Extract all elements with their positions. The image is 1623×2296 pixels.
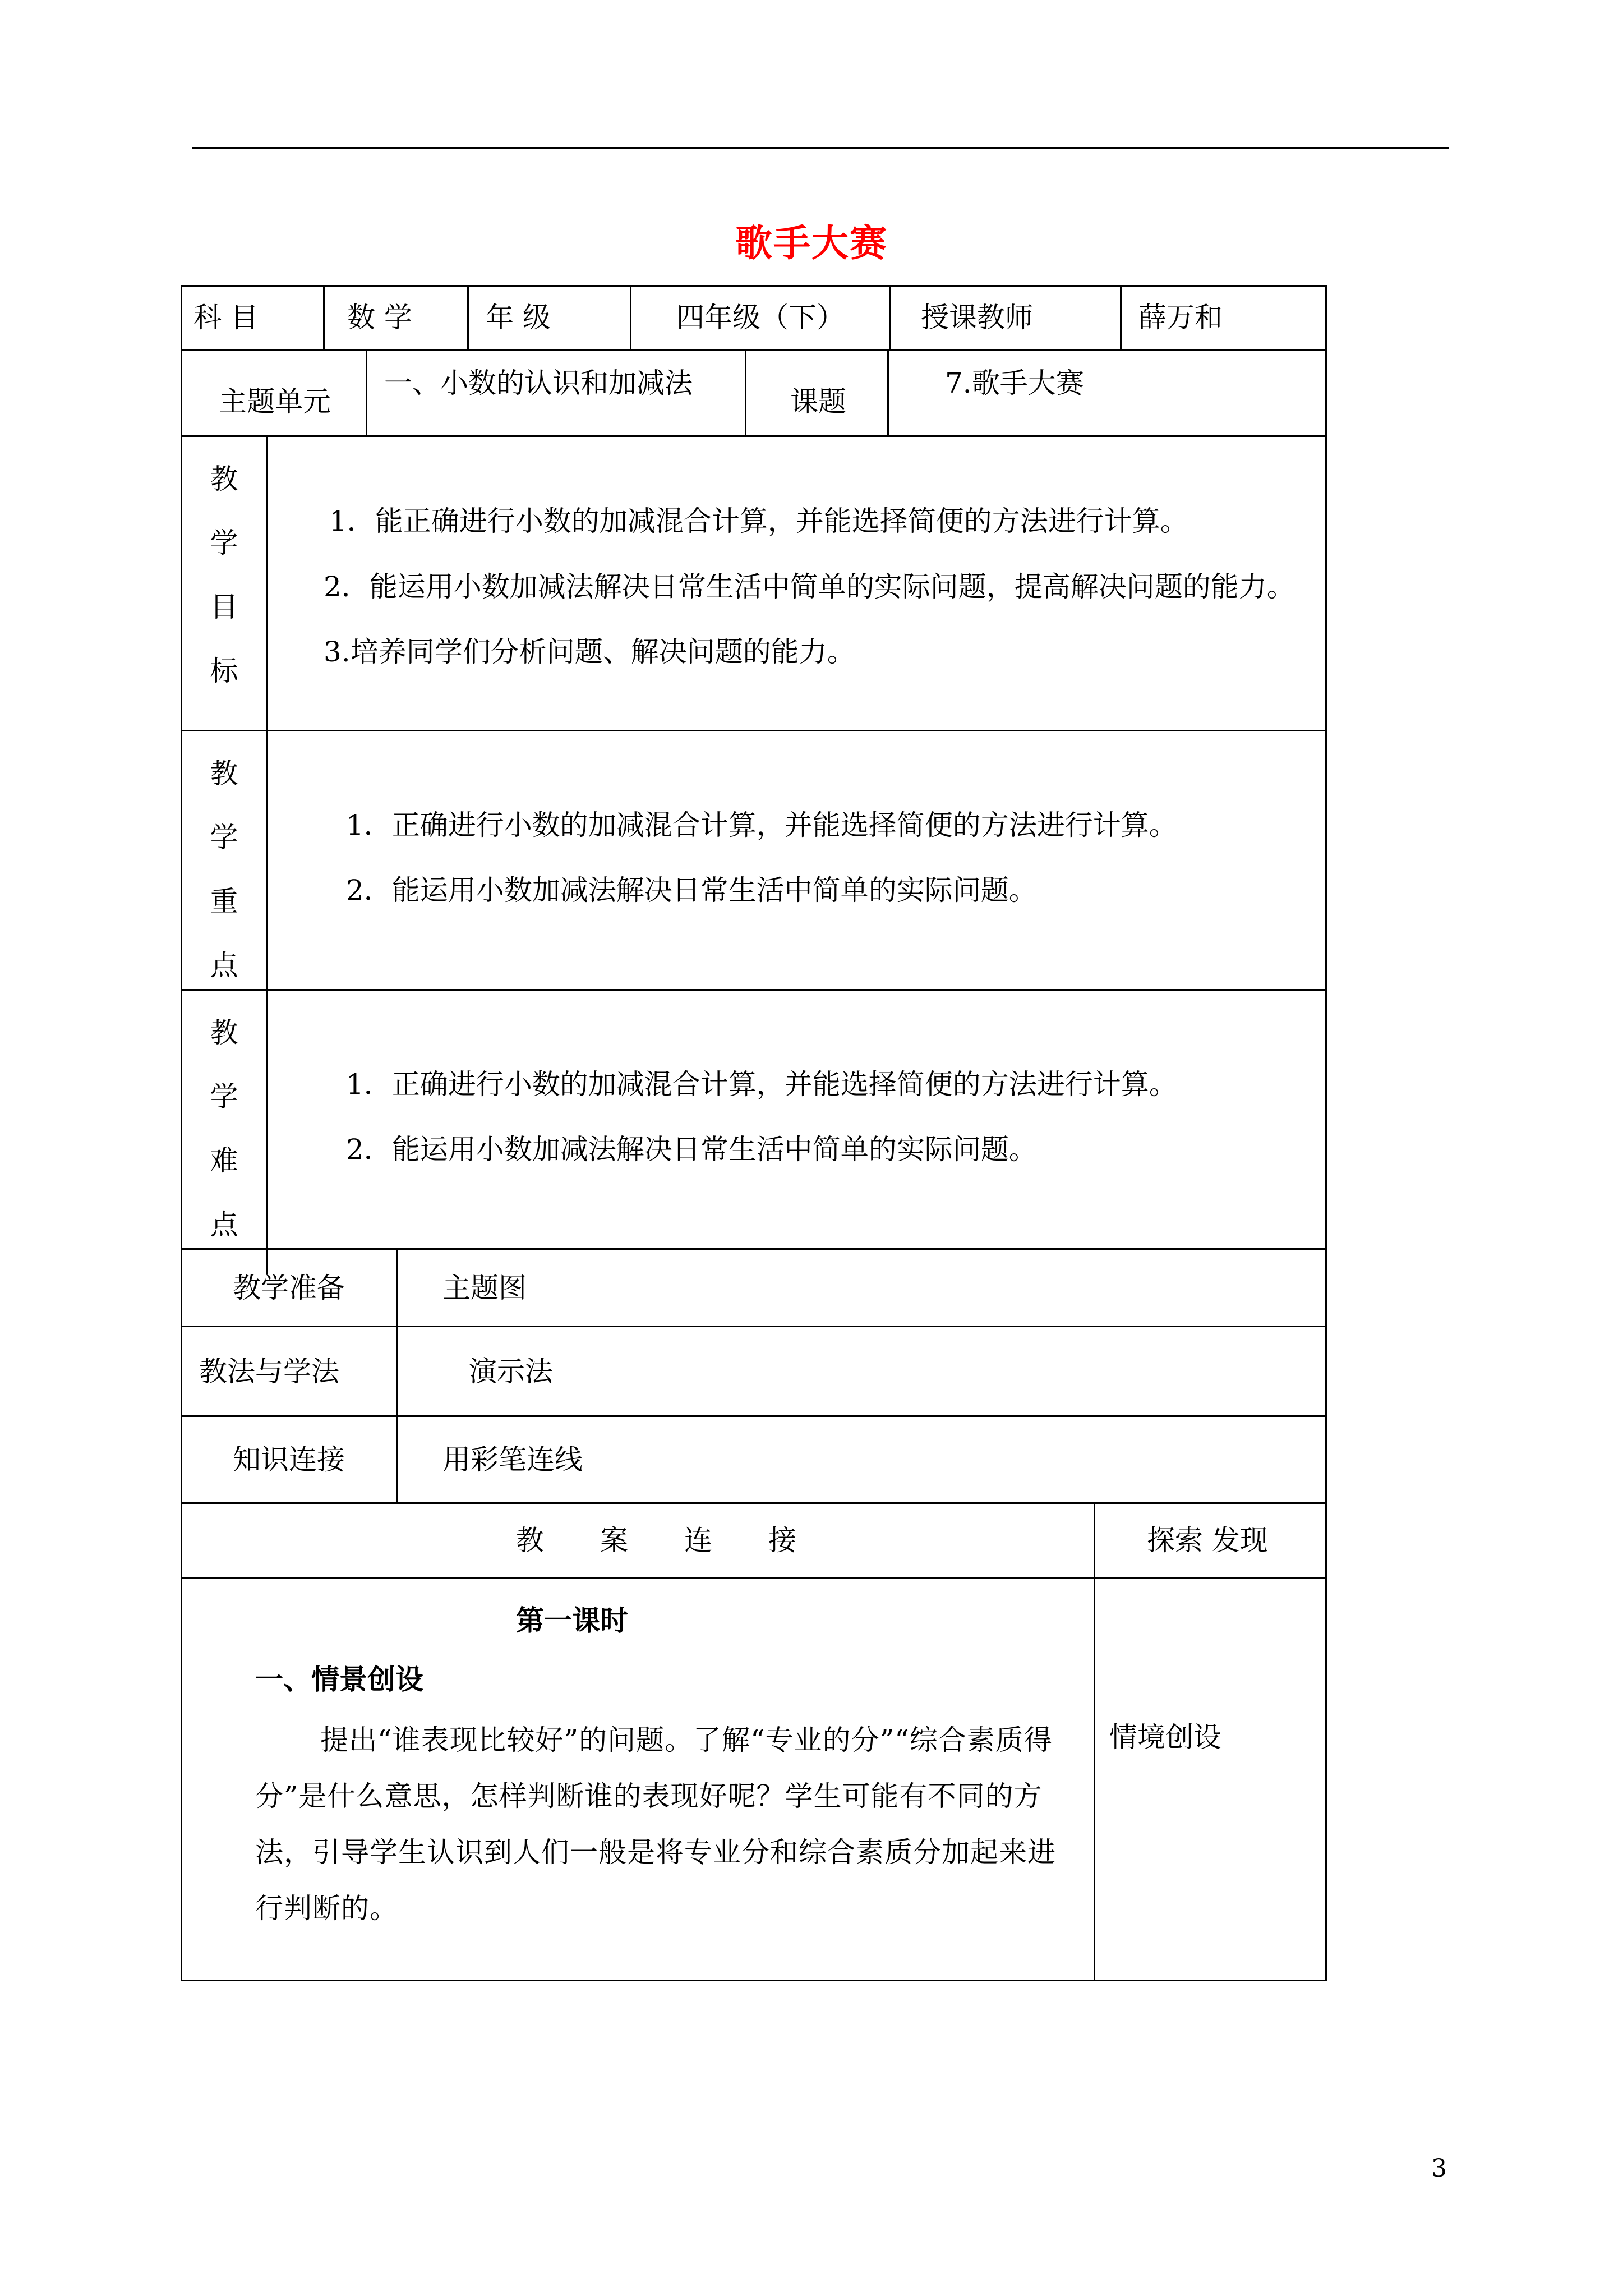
difficulty-item: 2．能运用小数加减法解决日常生活中简单的实际问题。 (346, 1133, 1037, 1166)
table-row-unit (181, 351, 1327, 437)
table-row-methods (181, 1327, 1327, 1417)
objective-item: 3.培养同学们分析问题、解决问题的能力。 (324, 636, 855, 668)
table-row-lesson (181, 1579, 1327, 1981)
plan-header-right: 探索 发现 (1147, 1524, 1268, 1557)
lesson-section-title: 一、情景创设 (255, 1663, 423, 1696)
unit-value: 一、小数的认识和加减法 (367, 351, 746, 435)
knowledge-value: 用彩笔连线 (442, 1443, 583, 1476)
key-point-item: 2．能运用小数加减法解决日常生活中简单的实际问题。 (346, 874, 1037, 907)
header-rule (192, 147, 1449, 149)
table-row-key-points (181, 731, 1327, 991)
teacher-value: 薛万和 (1138, 301, 1223, 334)
key-points-content (268, 731, 1325, 1015)
difficulties-label: 教 学 难 点 (182, 991, 268, 1274)
table-row-objectives (181, 437, 1327, 731)
lesson-paragraph: 提出“谁表现比较好”的问题。了解“专业的分”“综合素质得分”是什么意思，怎样判断谁的表现好呢？学生可能有不同的方法，引导学生认识到人们一般是将专业分和综合素质分加起来进行判断的。 (255, 1724, 1056, 1925)
teacher-label: 授课教师 (891, 287, 1122, 349)
difficulty-item: 1．正确进行小数的加减混合计算，并能选择简便的方法进行计算。 (346, 1068, 1177, 1101)
unit-label: 主题单元 (182, 351, 367, 435)
table-row-header (181, 285, 1327, 351)
key-point-item: 1．正确进行小数的加减混合计算，并能选择简便的方法进行计算。 (346, 809, 1177, 841)
table-row-difficulties (181, 991, 1327, 1250)
table-row-knowledge (181, 1417, 1327, 1504)
topic-value: 7.歌手大赛 (945, 367, 1084, 399)
knowledge-label: 知识连接 (182, 1417, 398, 1502)
lesson-side-note: 情境创设 (1109, 1721, 1221, 1754)
topic-label: 课题 (746, 351, 889, 435)
lesson-content (182, 1579, 1095, 1980)
objective-item: 1．能正确进行小数的加减混合计算，并能选择简便的方法进行计算。 (329, 505, 1188, 537)
methods-label: 教法与学法 (182, 1327, 398, 1415)
objectives-content (268, 437, 1325, 730)
objectives-label: 教 学 目 标 (182, 437, 268, 730)
plan-header-left: 教 案 连 接 (182, 1504, 1095, 1577)
grade-value: 四年级（下） (631, 287, 891, 349)
page-number: 3 (1431, 2154, 1447, 2183)
preparation-value: 主题图 (442, 1271, 527, 1304)
subject-value: 数 学 (325, 287, 469, 349)
lesson-plan-table (181, 285, 1327, 1981)
document-title: 歌手大赛 (735, 221, 888, 265)
objective-item: 2．能运用小数加减法解决日常生活中简单的实际问题，提高解决问题的能力。 (324, 570, 1295, 603)
methods-value: 演示法 (469, 1355, 553, 1388)
preparation-label: 教学准备 (182, 1250, 398, 1326)
subject-label: 科 目 (182, 287, 325, 349)
difficulties-content (268, 991, 1325, 1274)
lesson-period: 第一课时 (516, 1604, 628, 1637)
grade-label: 年 级 (469, 287, 631, 349)
table-row-plan-header (181, 1504, 1327, 1579)
key-points-label: 教 学 重 点 (182, 731, 268, 1015)
